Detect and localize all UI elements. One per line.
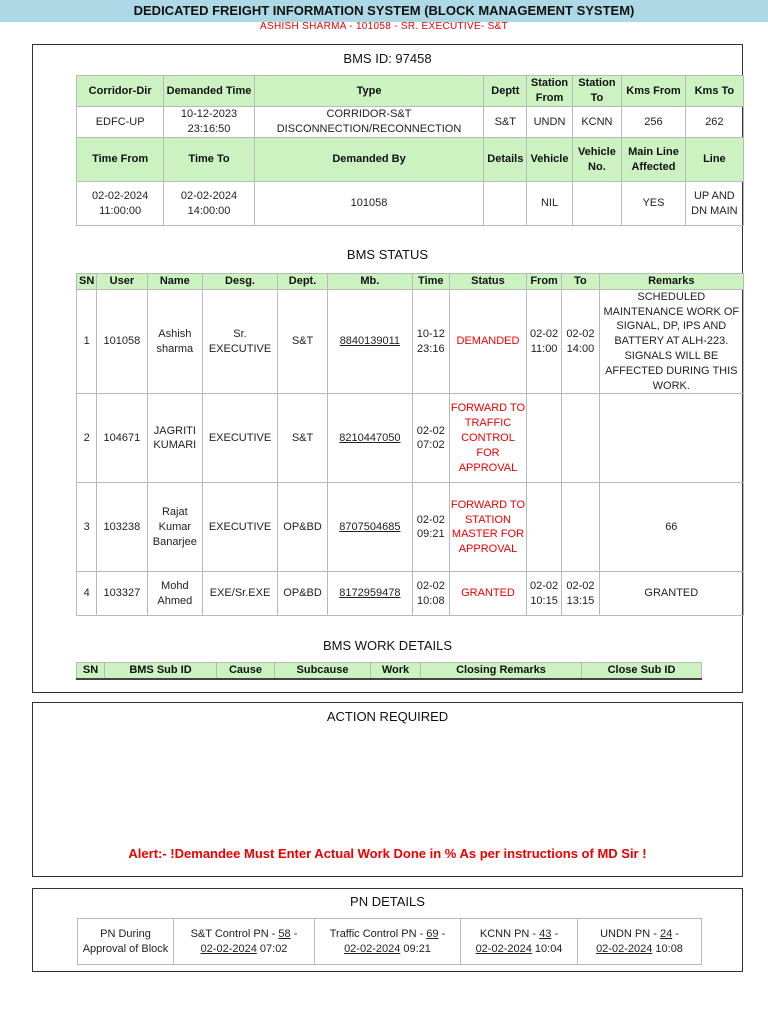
sn-cell: 2: [77, 394, 97, 483]
col-type: Type: [254, 76, 484, 107]
pn-number-link[interactable]: 43: [539, 927, 552, 940]
sn-cell: 4: [77, 572, 97, 616]
table-row: [77, 483, 744, 572]
col-time-from: Time From: [77, 138, 164, 182]
name-cell: Rajat Kumar Banarjee: [147, 483, 203, 572]
col-sn: SN: [77, 663, 105, 679]
status-cell: DEMANDED: [450, 289, 527, 394]
bms-status-title: BMS STATUS: [346, 247, 429, 262]
col-bms-sub-id: BMS Sub ID: [105, 663, 217, 679]
user-cell: 103327: [97, 572, 147, 616]
system-title: DEDICATED FREIGHT INFORMATION SYSTEM (BLOCK MANAGEMENT SYSTEM): [133, 3, 635, 18]
mobile-link[interactable]: 8840139011: [328, 289, 412, 394]
col-status: Status: [450, 274, 527, 290]
pn-table: [77, 918, 702, 965]
pn-date: 02-02-2024: [475, 942, 532, 955]
time-to-value: 02-02-2024 14:00:00: [164, 182, 255, 226]
pn-cell-traffic-control: [315, 919, 461, 965]
col-work: Work: [371, 663, 421, 679]
status-cell: FORWARD TO STATION MASTER FOR APPROVAL: [450, 483, 527, 572]
deptt-value: S&T: [484, 107, 527, 138]
col-dept: Dept.: [277, 274, 327, 290]
col-cause: Cause: [217, 663, 275, 679]
to-cell: [562, 394, 599, 483]
time-from-value: 02-02-2024 11:00:00: [77, 182, 164, 226]
col-user: User: [97, 274, 147, 290]
pn-time: 10:08: [652, 942, 683, 955]
pn-sep: -: [672, 927, 679, 940]
sn-cell: 1: [77, 289, 97, 394]
col-demanded-by: Demanded By: [254, 138, 484, 182]
col-line: Line: [685, 138, 743, 182]
time-cell: 10-12 23:16: [412, 289, 449, 394]
mobile-link[interactable]: 8172959478: [328, 572, 412, 616]
corridor-dir-value: EDFC-UP: [77, 107, 164, 138]
mobile-link[interactable]: 8210447050: [328, 394, 412, 483]
col-station-from: Station From: [527, 76, 572, 107]
from-cell: [526, 483, 561, 572]
pn-details-title: PN DETAILS: [350, 894, 425, 909]
col-close-sub-id: Close Sub ID: [582, 663, 702, 679]
time-cell: 02-02 10:08: [412, 572, 449, 616]
col-subcause: Subcause: [275, 663, 371, 679]
from-cell: [526, 394, 561, 483]
pn-details-panel: [32, 888, 743, 972]
line-value: UP AND DN MAIN: [685, 182, 743, 226]
col-kms-from: Kms From: [622, 76, 686, 107]
col-kms-to: Kms To: [685, 76, 743, 107]
station-to-value: KCNN: [572, 107, 622, 138]
main-line-affected-value: YES: [622, 182, 686, 226]
pn-date: 02-02-2024: [200, 942, 257, 955]
name-cell: Mohd Ahmed: [147, 572, 203, 616]
pn-time: 07:02: [256, 942, 288, 955]
demanded-by-value: 101058: [254, 182, 484, 226]
action-required-panel: [32, 702, 743, 877]
to-cell: 02-02 14:00: [562, 289, 599, 394]
desg-cell: EXECUTIVE: [203, 483, 278, 572]
time-cell: 02-02 07:02: [412, 394, 449, 483]
type-value: CORRIDOR-S&T DISCONNECTION/RECONNECTION: [254, 107, 484, 138]
mobile-link[interactable]: 8707504685: [328, 483, 412, 572]
remarks-cell: SCHEDULED MAINTENANCE WORK OF SIGNAL, DP, IPS AND BATTERY AT ALH-223. SIGNALS WILL BE AFFECTED DURING THIS WORK.: [599, 289, 743, 394]
status-cell: FORWARD TO TRAFFIC CONTROL FOR APPROVAL: [450, 394, 527, 483]
col-details: Details: [484, 138, 527, 182]
bms-id-title: BMS ID: 97458: [343, 51, 432, 66]
col-remarks: Remarks: [599, 274, 743, 290]
from-cell: 02-02 11:00: [526, 289, 561, 394]
bms-info-table: [76, 75, 744, 226]
col-desg: Desg.: [203, 274, 278, 290]
col-from: From: [526, 274, 561, 290]
pn-number-link[interactable]: 69: [426, 927, 439, 940]
kms-from-value: 256: [622, 107, 686, 138]
alert-message: Alert:- !Demandee Must Enter Actual Work Done in % As per instructions of MD Sir !: [128, 846, 647, 861]
pn-prefix: S&T Control PN -: [190, 927, 279, 940]
pn-cell-st-control: [174, 919, 315, 965]
pn-prefix: Traffic Control PN -: [329, 927, 427, 940]
pn-cell-undn: [578, 919, 702, 965]
col-time-to: Time To: [164, 138, 255, 182]
dept-cell: S&T: [277, 289, 327, 394]
pn-number-link[interactable]: 24: [659, 927, 673, 940]
desg-cell: Sr. EXECUTIVE: [203, 289, 278, 394]
dept-cell: S&T: [277, 394, 327, 483]
col-sn: SN: [77, 274, 97, 290]
to-cell: 02-02 13:15: [562, 572, 599, 616]
bms-panel: [32, 44, 743, 693]
col-name: Name: [147, 274, 203, 290]
pn-time: 10:04: [531, 942, 563, 955]
pn-prefix: UNDN PN -: [600, 927, 660, 940]
pn-sep: -: [438, 927, 446, 940]
col-station-to: Station To: [572, 76, 622, 107]
kms-to-value: 262: [685, 107, 743, 138]
to-cell: [562, 483, 599, 572]
remarks-cell: GRANTED: [599, 572, 743, 616]
col-mb: Mb.: [328, 274, 412, 290]
sn-cell: 3: [77, 483, 97, 572]
vehicle-no-value: [572, 182, 622, 226]
work-details-title: BMS WORK DETAILS: [322, 638, 453, 653]
user-cell: 103238: [97, 483, 147, 572]
demanded-time-value: 10-12-2023 23:16:50: [164, 107, 255, 138]
col-demanded-time: Demanded Time: [164, 76, 255, 107]
name-cell: JAGRITI KUMARI: [147, 394, 203, 483]
top-header-bar: [0, 0, 768, 22]
col-time: Time: [412, 274, 449, 290]
dept-cell: OP&BD: [277, 483, 327, 572]
pn-date: 02-02-2024: [344, 942, 401, 955]
col-vehicle-no: Vehicle No.: [572, 138, 622, 182]
user-info-line: ASHISH SHARMA - 101058 - SR. EXECUTIVE- S&T: [260, 21, 508, 32]
col-deptt: Deptt: [484, 76, 527, 107]
desg-cell: EXE/Sr.EXE: [203, 572, 278, 616]
pn-label: PN During Approval of Block: [78, 919, 174, 965]
user-cell: 104671: [97, 394, 147, 483]
dept-cell: OP&BD: [277, 572, 327, 616]
pn-sep: -: [290, 927, 298, 940]
col-to: To: [562, 274, 599, 290]
bms-status-table: [76, 273, 744, 616]
pn-number-link[interactable]: 58: [278, 927, 291, 940]
from-cell: 02-02 10:15: [526, 572, 561, 616]
remarks-cell: [599, 394, 743, 483]
col-closing-remarks: Closing Remarks: [421, 663, 582, 679]
vehicle-value: NIL: [527, 182, 572, 226]
col-vehicle: Vehicle: [527, 138, 572, 182]
pn-date: 02-02-2024: [596, 942, 653, 955]
user-cell: 101058: [97, 289, 147, 394]
pn-time: 09:21: [400, 942, 431, 955]
table-row: [77, 289, 744, 394]
pn-sep: -: [551, 927, 559, 940]
table-row: [77, 394, 744, 483]
pn-prefix: KCNN PN -: [479, 927, 540, 940]
work-details-table: [76, 662, 702, 680]
details-value: [484, 182, 527, 226]
pn-cell-kcnn: [461, 919, 578, 965]
time-cell: 02-02 09:21: [412, 483, 449, 572]
action-required-title: ACTION REQUIRED: [326, 709, 449, 724]
col-main-line-affected: Main Line Affected: [622, 138, 686, 182]
desg-cell: EXECUTIVE: [203, 394, 278, 483]
table-row: [77, 572, 744, 616]
station-from-value: UNDN: [527, 107, 572, 138]
name-cell: Ashish sharma: [147, 289, 203, 394]
remarks-cell: 66: [599, 483, 743, 572]
status-cell: GRANTED: [450, 572, 527, 616]
col-corridor-dir: Corridor-Dir: [77, 76, 164, 107]
